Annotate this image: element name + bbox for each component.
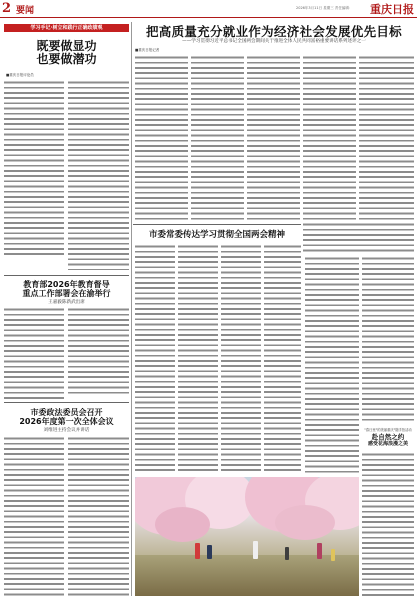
visitor-figure xyxy=(253,541,258,559)
law-text-col1 xyxy=(4,436,64,596)
feature-title-line1: 既要做显功 xyxy=(36,39,97,53)
committee-text-col3 xyxy=(221,244,261,474)
committee-text-col6 xyxy=(362,256,414,422)
photo-title-line1: 赴自然之约 xyxy=(371,432,405,441)
law-subtitle: 刘维进主持会议并讲话 xyxy=(43,428,90,433)
divider xyxy=(4,275,129,276)
photo-caption-box xyxy=(362,428,414,448)
dateline: 2026年3月11日 星期三 责任编辑： xyxy=(296,6,353,10)
divider xyxy=(133,224,301,225)
masthead-logo: 重庆日报 xyxy=(370,3,414,16)
ground xyxy=(135,555,359,596)
law-text-col2 xyxy=(68,436,129,596)
feature-headline xyxy=(4,40,129,66)
main-text-col5 xyxy=(359,55,414,220)
main-text-col4 xyxy=(303,55,356,220)
main-text-col2 xyxy=(191,55,244,220)
photo-title-line2: 感受花海浪漫之美 xyxy=(367,441,408,448)
education-title-line2: 重点工作部署会在渝举行 xyxy=(22,289,111,298)
visitor-figure xyxy=(317,543,322,559)
main-story-title: 把高质量充分就业作为经济社会发展优先目标 xyxy=(145,24,402,39)
law-headline xyxy=(4,408,129,433)
law-title-line1: 市委政法委员会召开 xyxy=(30,408,103,417)
feature-byline: ■重庆日报评论员 xyxy=(6,73,34,77)
visitor-figure xyxy=(195,543,200,559)
main-story-subtitle: ——学习贯彻习近平总书记全国两会期间关于推进全体人民共同富裕重要讲话系列述评之一 xyxy=(182,39,366,44)
section-name: 要闻 xyxy=(16,6,35,16)
photo-caption-text xyxy=(362,452,414,596)
photo-kicker: "春日里"的美丽重庆"随手拍活动 xyxy=(364,428,412,432)
visitor-figure xyxy=(331,549,335,561)
main-story-byline: ■重庆日报记者 xyxy=(135,48,160,52)
feature-title-line2: 也要做潜功 xyxy=(36,52,97,66)
page-header xyxy=(0,0,417,18)
main-text-col3 xyxy=(247,55,300,220)
education-subtitle: 王嘉毅陈新武出席 xyxy=(48,300,85,305)
education-text-col2 xyxy=(68,307,129,395)
main-text-continued xyxy=(303,222,414,252)
blossom-tree xyxy=(155,507,210,542)
committee-title: 市委常委传达学习贯彻全国两会精神 xyxy=(148,230,285,240)
visitor-figure xyxy=(285,547,289,560)
feature-text-col1 xyxy=(4,80,64,255)
visitor-figure xyxy=(207,545,212,559)
committee-text-col4 xyxy=(264,244,301,474)
committee-text-col1 xyxy=(135,244,175,474)
divider xyxy=(4,402,129,403)
column-divider xyxy=(131,22,132,596)
blossom-tree xyxy=(275,505,335,540)
feature-text-col2 xyxy=(68,80,129,270)
committee-text-col2 xyxy=(178,244,218,474)
education-title-line1: 教育部2026年教育督导 xyxy=(23,280,110,289)
committee-text-col5 xyxy=(305,256,359,474)
law-title-line2: 2026年度第一次全体会议 xyxy=(19,417,114,426)
main-text-col1 xyxy=(135,55,188,220)
committee-headline xyxy=(133,231,301,240)
cherry-blossom-photo xyxy=(135,477,359,596)
page-number: 2 xyxy=(2,1,12,16)
education-text-col1 xyxy=(4,307,64,399)
feature-banner: 学习手记·树立和践行正确政绩观 xyxy=(4,24,129,32)
education-headline xyxy=(4,280,129,305)
